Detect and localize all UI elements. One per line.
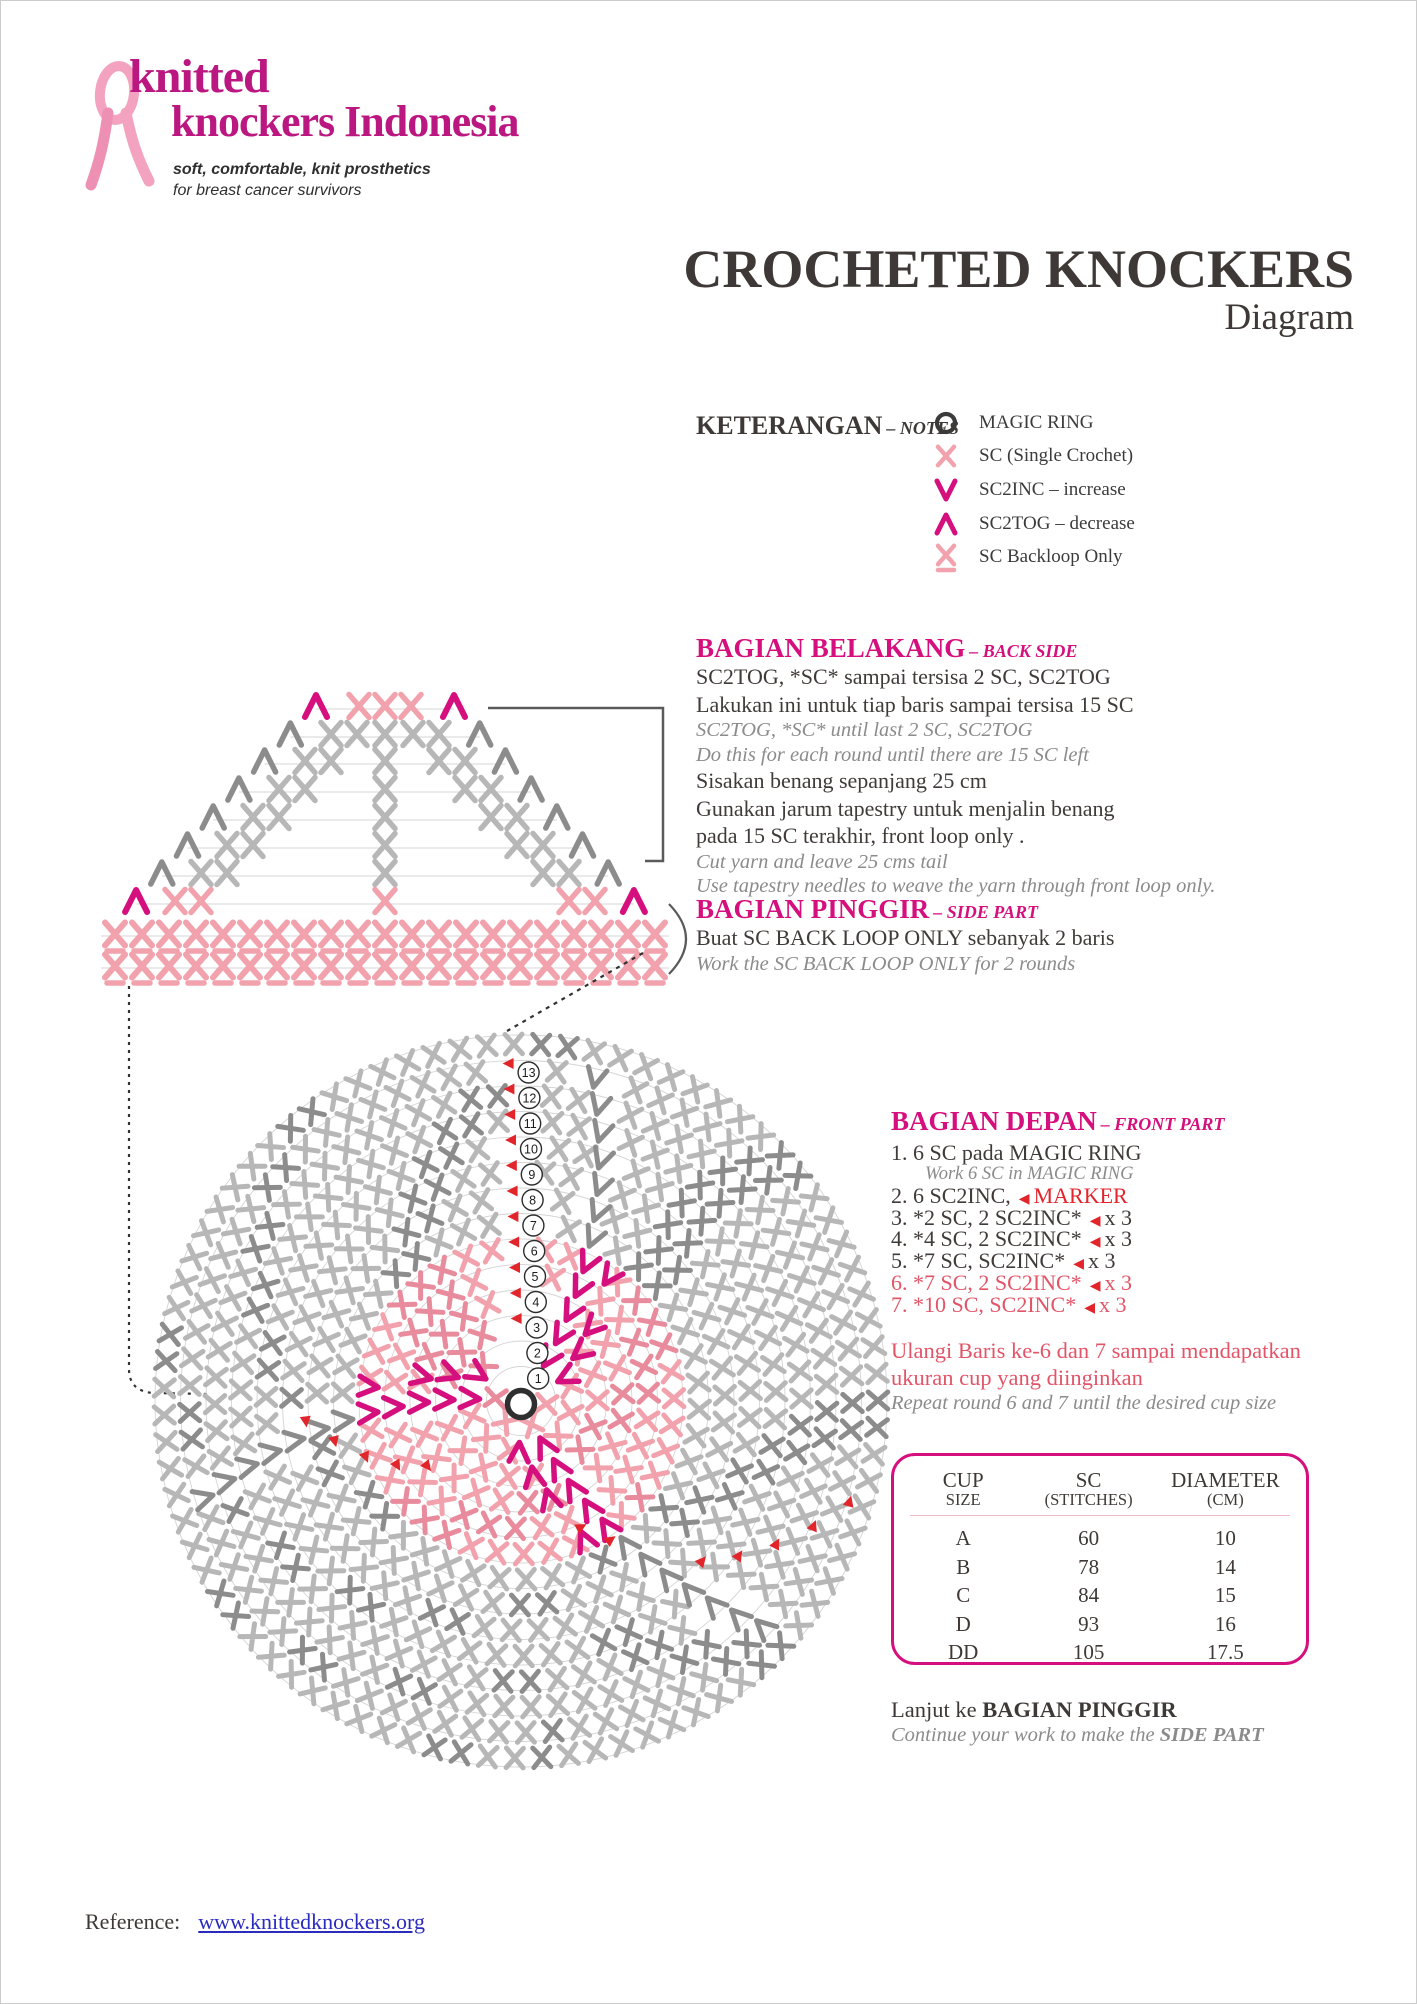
marker-triangle-icon: ◀ <box>1073 1256 1084 1273</box>
finishing-line: Sisakan benang sepanjang 25 cm <box>696 768 987 793</box>
logo-tagline-1: soft, comfortable, knit prosthetics <box>173 161 431 178</box>
reference-link[interactable]: www.knittedknockers.org <box>198 1909 425 1934</box>
back-side-italic-line: SC2TOG, *SC* until last 2 SC, SC2TOG <box>696 719 1033 741</box>
header-bottom: (STITCHES) <box>1044 1490 1133 1509</box>
back-side-heading <box>696 633 1134 663</box>
back-side-chart <box>101 695 669 984</box>
table-row <box>910 1638 1290 1667</box>
legend-heading-text: KETERANGAN <box>696 411 883 440</box>
front-step <box>891 1182 1224 1208</box>
legend-heading <box>696 411 959 441</box>
logo-line1: knitted <box>129 50 269 103</box>
repeat-note-line: Ulangi Baris ke-6 dan 7 sampai mendapatkan <box>891 1338 1301 1363</box>
logo-tagline-2: for breast cancer survivors <box>173 182 362 199</box>
header-bottom: SIZE <box>945 1490 981 1509</box>
side-part-heading-note: – SIDE PART <box>933 902 1038 922</box>
sc2tog-icon <box>929 507 963 541</box>
table-cell: B <box>956 1554 971 1579</box>
front-part-heading-text: BAGIAN DEPAN <box>891 1106 1097 1136</box>
title-main: CROCHETED KNOCKERS <box>683 239 1354 299</box>
cup-size-table <box>891 1453 1309 1665</box>
front-part-section <box>891 1106 1224 1316</box>
page-title <box>683 241 1354 339</box>
svg-text:3: 3 <box>533 1320 541 1335</box>
front-step <box>891 1269 1224 1295</box>
front-step-text: 6. *7 SC, 2 SC2INC* <box>891 1269 1082 1295</box>
title-sub: Diagram <box>1224 297 1354 338</box>
front-step <box>891 1142 1224 1164</box>
legend-item-label: MAGIC RING <box>979 411 1094 433</box>
table-cell: D <box>955 1611 971 1636</box>
magic-ring-icon <box>929 406 963 440</box>
svg-text:4: 4 <box>532 1295 540 1310</box>
svg-text:2: 2 <box>533 1346 541 1361</box>
front-step <box>891 1228 1224 1250</box>
header-top: CUP <box>942 1468 984 1492</box>
front-step-text: 1. 6 SC pada MAGIC RING <box>891 1140 1142 1165</box>
table-row <box>910 1516 1290 1553</box>
table-column-header <box>910 1468 1016 1516</box>
continue-italic-normal: Continue your work to make the <box>891 1724 1160 1746</box>
front-step <box>891 1291 1224 1317</box>
front-step-text: 7. *10 SC, SC2INC* <box>891 1291 1077 1317</box>
table-cell: 15 <box>1214 1583 1236 1607</box>
back-side-italic-line: Do this for each round until there are 15 SC left <box>696 743 1089 766</box>
table-cell: 16 <box>1214 1611 1236 1636</box>
side-part-section <box>696 894 1114 976</box>
table-cell: A <box>955 1526 971 1550</box>
back-side-line: Lakukan ini untuk tiap baris sampai tersisa 15 SC <box>696 691 1134 717</box>
front-step-suffix: x 3 <box>1099 1291 1127 1317</box>
continue-italic-line <box>891 1723 1264 1748</box>
front-step-suffix: x 3 <box>1104 1269 1132 1295</box>
reference-label: Reference: <box>85 1909 181 1934</box>
front-step-text: 2. 6 SC2INC, <box>891 1182 1011 1208</box>
table-cell: 105 <box>1072 1640 1105 1664</box>
front-step-suffix: x 3 <box>1088 1248 1116 1274</box>
front-step-suffix: x 3 <box>1104 1204 1132 1230</box>
back-side-line: SC2TOG, *SC* sampai tersisa 2 SC, SC2TOG <box>696 664 1111 689</box>
table-row <box>910 1581 1290 1610</box>
table-cell: C <box>956 1583 971 1607</box>
magic-ring-icon <box>508 1391 535 1418</box>
side-part-heading-text: BAGIAN PINGGIR <box>696 894 930 924</box>
svg-text:7: 7 <box>529 1218 537 1233</box>
svg-text:13: 13 <box>521 1065 536 1080</box>
side-part-italic-line: Work the SC BACK LOOP ONLY for 2 rounds <box>696 952 1076 975</box>
legend-items <box>923 406 1135 574</box>
table-row <box>910 1553 1290 1582</box>
finishing-section <box>696 767 1215 899</box>
table-column-header <box>1016 1468 1160 1516</box>
marker-triangle-icon: ◀ <box>1089 1234 1101 1251</box>
front-step-suffix: x 3 <box>1104 1226 1132 1252</box>
table-cell: 78 <box>1078 1554 1100 1579</box>
sc2inc-icon <box>929 473 963 507</box>
continue-bold: BAGIAN PINGGIR <box>982 1697 1177 1722</box>
logo <box>129 50 519 146</box>
legend-item <box>923 406 1135 440</box>
finishing-line: Gunakan jarum tapestry untuk menjalin benang <box>696 795 1115 821</box>
back-side-heading-text: BAGIAN BELAKANG <box>696 633 966 663</box>
front-step <box>891 1204 1224 1230</box>
sc-icon <box>929 439 963 473</box>
table-column-header <box>1161 1468 1290 1516</box>
footer <box>85 1909 425 1935</box>
front-step-text: 3. *2 SC, 2 SC2INC* <box>891 1204 1082 1230</box>
legend-item-label: SC2INC – increase <box>979 478 1126 500</box>
legend-item <box>923 440 1135 474</box>
legend-item <box>923 507 1135 541</box>
table-cell: 84 <box>1078 1583 1100 1607</box>
legend-item-label: SC2TOG – decrease <box>979 512 1135 534</box>
svg-text:9: 9 <box>528 1167 536 1182</box>
logo-line2: knockers Indonesia <box>171 97 519 146</box>
header-bottom: (CM) <box>1207 1490 1244 1509</box>
front-step-text: 5. *7 SC, SC2INC* <box>891 1248 1066 1274</box>
header-top: DIAMETER <box>1171 1468 1280 1492</box>
table-cell: DD <box>948 1640 979 1664</box>
svg-text:11: 11 <box>523 1116 537 1131</box>
svg-text:1: 1 <box>534 1371 542 1386</box>
table-cell: 60 <box>1078 1526 1100 1550</box>
svg-text:6: 6 <box>530 1244 538 1259</box>
front-steps <box>891 1142 1224 1316</box>
side-part-heading <box>696 894 1114 924</box>
table-cell: 10 <box>1214 1526 1236 1550</box>
legend-item-label: SC Backloop Only <box>979 546 1123 568</box>
front-step-text: 4. *4 SC, 2 SC2INC* <box>891 1226 1082 1252</box>
repeat-note-line: ukuran cup yang diinginkan <box>891 1365 1143 1390</box>
finishing-line: pada 15 SC terakhir, front loop only . <box>696 823 1025 848</box>
table-cell: 14 <box>1214 1554 1236 1579</box>
front-part-heading-note: – FRONT PART <box>1100 1114 1225 1134</box>
svg-text:5: 5 <box>531 1269 539 1284</box>
continue-normal: Lanjut ke <box>891 1697 983 1722</box>
front-step-suffix: MARKER <box>1033 1182 1128 1208</box>
header-top: SC <box>1075 1468 1102 1492</box>
marker-triangle-icon: ◀ <box>1089 1212 1101 1229</box>
front-part-heading <box>891 1106 1224 1136</box>
finishing-italic-line: Use tapestry needles to weave the yarn through front loop only. <box>696 875 1216 897</box>
svg-text:10: 10 <box>524 1142 538 1157</box>
front-step-subnote: Work 6 SC in MAGIC RING <box>925 1163 1134 1184</box>
side-part-line: Buat SC BACK LOOP ONLY sebanyak 2 baris <box>696 925 1115 950</box>
continue-italic-bold: SIDE PART <box>1159 1724 1264 1746</box>
svg-text:12: 12 <box>522 1091 537 1106</box>
svg-text:8: 8 <box>529 1193 537 1208</box>
legend-item <box>923 473 1135 507</box>
back-side-heading-note: – BACK SIDE <box>969 641 1078 661</box>
marker-triangle-icon: ◀ <box>1084 1299 1095 1316</box>
table-body <box>910 1516 1290 1667</box>
table-header-row <box>910 1468 1290 1516</box>
logo-tagline <box>173 159 431 201</box>
table-row <box>910 1610 1290 1639</box>
marker-triangle-icon: ◀ <box>1089 1277 1101 1294</box>
front-step <box>891 1250 1224 1272</box>
marker-triangle-icon: ◀ <box>1018 1190 1030 1207</box>
repeat-note <box>891 1337 1301 1416</box>
legend-item-label: SC (Single Crochet) <box>979 445 1134 467</box>
finishing-italic-line: Cut yarn and leave 25 cms tail <box>696 850 948 873</box>
table-cell: 17.5 <box>1207 1640 1244 1664</box>
back-side-section <box>696 633 1134 767</box>
legend-heading-note: – NOTES <box>886 418 959 438</box>
continue-line <box>891 1696 1264 1723</box>
table-cell: 93 <box>1078 1611 1100 1636</box>
continue-note <box>891 1696 1264 1748</box>
sc-backloop-icon <box>929 540 963 574</box>
legend-item <box>923 540 1135 574</box>
repeat-note-italic: Repeat round 6 and 7 until the desired cup size <box>891 1392 1277 1414</box>
